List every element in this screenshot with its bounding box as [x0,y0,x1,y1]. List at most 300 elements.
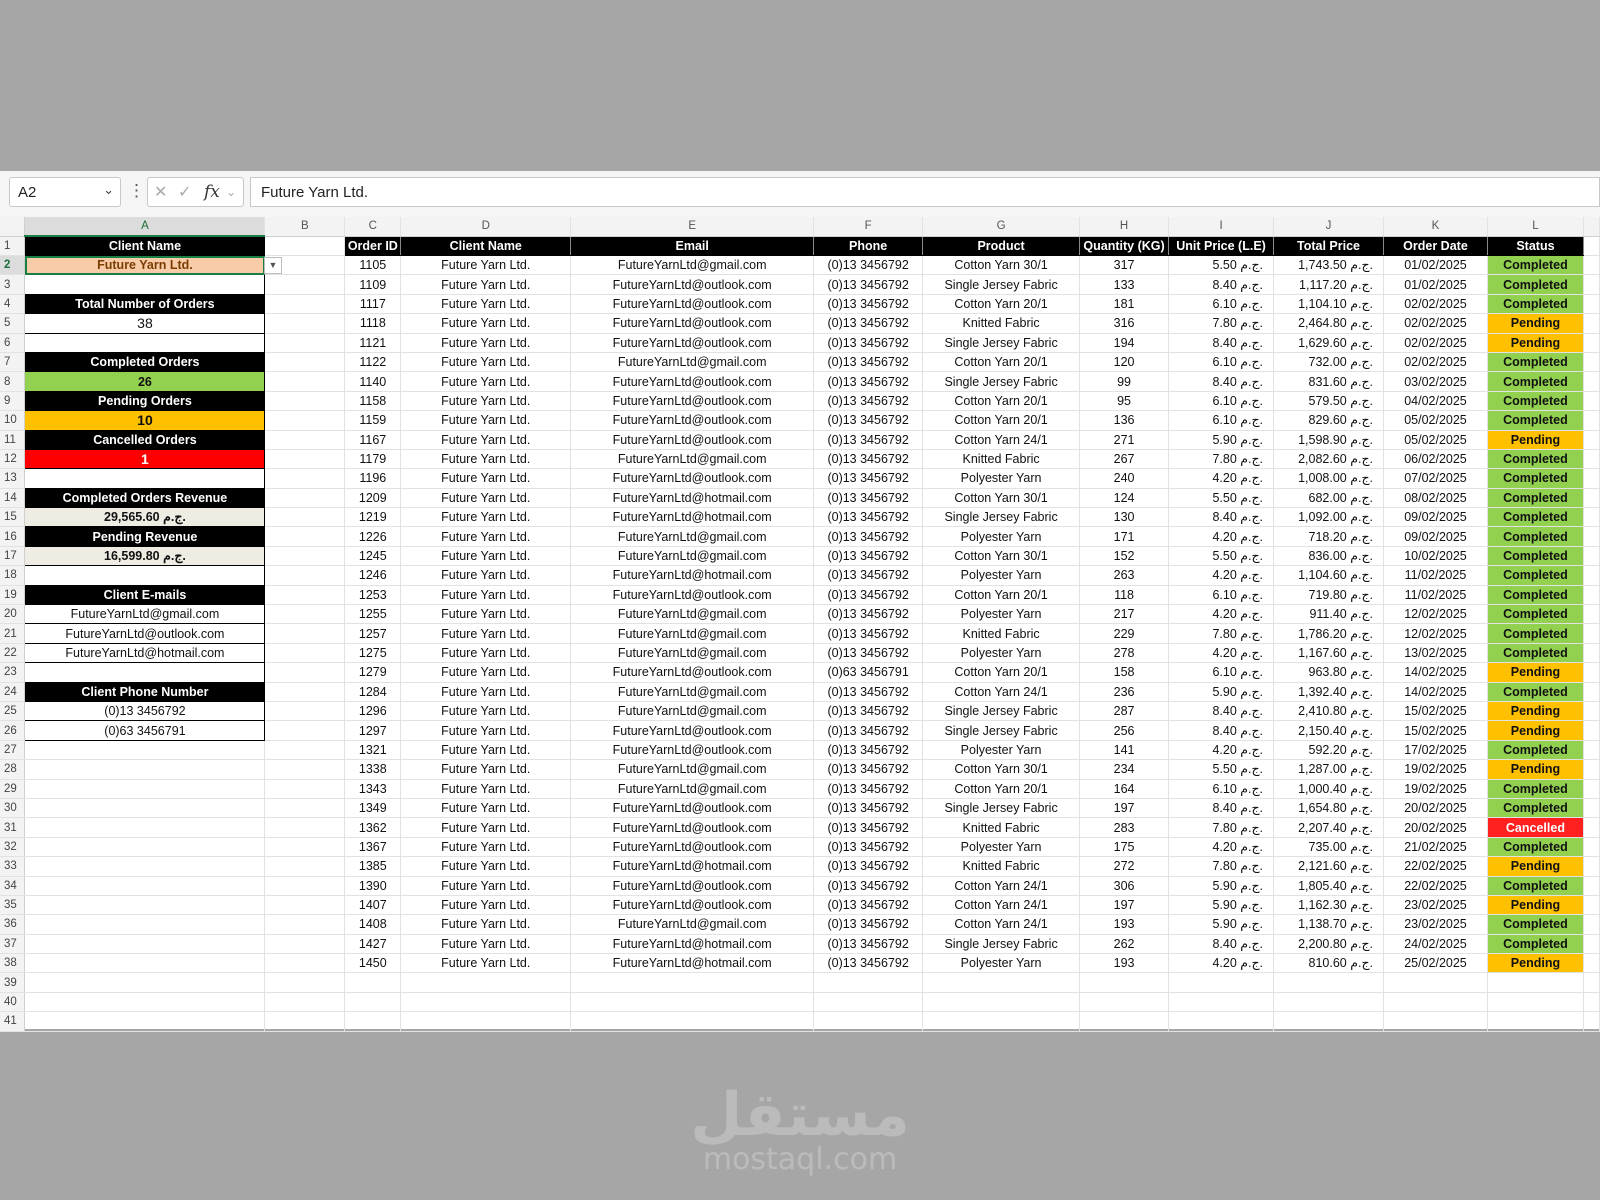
cell-order-date[interactable]: 01/02/2025 [1384,256,1488,275]
row-header[interactable]: 11 [0,430,25,449]
row-header[interactable]: 2 [0,256,25,275]
cell-order-date[interactable]: 12/02/2025 [1384,605,1488,624]
cell-quantity[interactable]: 171 [1080,527,1169,546]
cell-total-price[interactable]: 2,207.40 ج.م. [1274,818,1384,837]
cell-unit-price[interactable]: 5.90 ج.م. [1169,895,1274,914]
cell[interactable] [25,818,265,837]
cell-phone[interactable]: (0)13 3456792 [814,934,923,953]
cell[interactable] [265,469,345,488]
row-header[interactable]: 4 [0,294,25,313]
cell-order-id[interactable]: 1159 [345,411,401,430]
cell-total-price[interactable]: 1,162.30 ج.م. [1274,895,1384,914]
cell-order-date[interactable]: 23/02/2025 [1384,915,1488,934]
cell-phone[interactable]: (0)13 3456792 [814,915,923,934]
cell-phone[interactable]: (0)13 3456792 [814,740,923,759]
cell-order-date[interactable]: 22/02/2025 [1384,876,1488,895]
cell-client-name[interactable]: Future Yarn Ltd. [401,798,571,817]
cell-total-price[interactable]: 682.00 ج.م. [1274,488,1384,507]
cell[interactable] [265,449,345,468]
cell-unit-price[interactable]: 4.20 ج.م. [1169,469,1274,488]
cell[interactable] [1583,391,1599,410]
cell-unit-price[interactable]: 8.40 ج.م. [1169,934,1274,953]
cell[interactable] [1583,314,1599,333]
cell-product[interactable]: Cotton Yarn 20/1 [923,411,1080,430]
column-header-b[interactable]: B [265,217,345,236]
cell-email[interactable]: FutureYarnLtd@outlook.com [571,798,814,817]
cell[interactable] [1583,876,1599,895]
cell-client-name[interactable]: Future Yarn Ltd. [401,954,571,973]
cell[interactable] [265,333,345,352]
cell-quantity[interactable]: 141 [1080,740,1169,759]
cell-product[interactable]: Single Jersey Fabric [923,701,1080,720]
cell-unit-price[interactable]: 7.80 ج.م. [1169,449,1274,468]
cell-total-price[interactable]: 719.80 ج.م. [1274,585,1384,604]
status-badge[interactable]: Completed [1487,275,1583,294]
cell-unit-price[interactable]: 4.20 ج.م. [1169,954,1274,973]
cell[interactable] [265,508,345,527]
cell-email[interactable]: FutureYarnLtd@outlook.com [571,275,814,294]
row-header[interactable]: 32 [0,837,25,856]
cell[interactable] [1080,1012,1169,1031]
cell-order-date[interactable]: 10/02/2025 [1384,546,1488,565]
cell[interactable] [265,527,345,546]
cell-email[interactable]: FutureYarnLtd@gmail.com [571,527,814,546]
cell[interactable] [265,779,345,798]
cell-order-id[interactable]: 1105 [345,256,401,275]
status-badge[interactable]: Completed [1487,527,1583,546]
status-badge[interactable]: Completed [1487,352,1583,371]
cell-unit-price[interactable]: 5.90 ج.م. [1169,430,1274,449]
cell-phone[interactable]: (0)13 3456792 [814,798,923,817]
cell-total-price[interactable]: 1,392.40 ج.م. [1274,682,1384,701]
cell-quantity[interactable]: 193 [1080,915,1169,934]
cell-unit-price[interactable]: 6.10 ج.م. [1169,411,1274,430]
cell-quantity[interactable]: 240 [1080,469,1169,488]
status-badge[interactable]: Completed [1487,682,1583,701]
cell-quantity[interactable]: 217 [1080,605,1169,624]
cell-total-price[interactable]: 1,598.90 ج.م. [1274,430,1384,449]
row-header[interactable]: 10 [0,411,25,430]
row-header[interactable]: 6 [0,333,25,352]
cell-order-date[interactable]: 25/02/2025 [1384,954,1488,973]
cell-order-date[interactable]: 02/02/2025 [1384,352,1488,371]
cell-total-price[interactable]: 1,743.50 ج.م. [1274,256,1384,275]
cell-quantity[interactable]: 99 [1080,372,1169,391]
cell[interactable] [1487,992,1583,1011]
cell-total-price[interactable]: 963.80 ج.م. [1274,663,1384,682]
cell-phone[interactable]: (0)13 3456792 [814,508,923,527]
cell-client-name[interactable]: Future Yarn Ltd. [401,876,571,895]
cell[interactable] [1583,411,1599,430]
cell-email[interactable]: FutureYarnLtd@hotmail.com [571,954,814,973]
cell-order-date[interactable]: 09/02/2025 [1384,508,1488,527]
status-badge[interactable]: Completed [1487,585,1583,604]
cell-client-name[interactable]: Future Yarn Ltd. [401,701,571,720]
status-badge[interactable]: Pending [1487,663,1583,682]
cell[interactable] [1583,818,1599,837]
cell-quantity[interactable]: 278 [1080,643,1169,662]
cell[interactable] [1583,992,1599,1011]
cell-unit-price[interactable]: 8.40 ج.م. [1169,333,1274,352]
cell-order-id[interactable]: 1275 [345,643,401,662]
cell-quantity[interactable]: 193 [1080,954,1169,973]
cell[interactable] [1080,973,1169,992]
cell-total-price[interactable]: 1,786.20 ج.م. [1274,624,1384,643]
cell-phone[interactable]: (0)13 3456792 [814,624,923,643]
status-badge[interactable]: Completed [1487,798,1583,817]
cell-unit-price[interactable]: 7.80 ج.م. [1169,314,1274,333]
cell-order-id[interactable]: 1450 [345,954,401,973]
cell-phone[interactable]: (0)13 3456792 [814,721,923,740]
status-badge[interactable]: Pending [1487,314,1583,333]
cell-quantity[interactable]: 158 [1080,663,1169,682]
status-badge[interactable]: Completed [1487,643,1583,662]
cell-email[interactable]: FutureYarnLtd@gmail.com [571,256,814,275]
formula-input[interactable]: Future Yarn Ltd. [250,177,1600,207]
cell-order-id[interactable]: 1257 [345,624,401,643]
cell-client-name[interactable]: Future Yarn Ltd. [401,682,571,701]
cell-phone[interactable]: (0)13 3456792 [814,837,923,856]
cell-quantity[interactable]: 316 [1080,314,1169,333]
status-badge[interactable]: Completed [1487,624,1583,643]
cell-order-id[interactable]: 1407 [345,895,401,914]
cell-order-date[interactable]: 06/02/2025 [1384,449,1488,468]
cell[interactable] [265,294,345,313]
cell-order-date[interactable]: 22/02/2025 [1384,857,1488,876]
cell-quantity[interactable]: 236 [1080,682,1169,701]
cell[interactable] [25,798,265,817]
select-all-corner[interactable] [0,217,25,236]
cell[interactable] [1583,779,1599,798]
cell-total-price[interactable]: 1,104.60 ج.م. [1274,566,1384,585]
cell-product[interactable]: Single Jersey Fabric [923,508,1080,527]
cell-order-date[interactable]: 08/02/2025 [1384,488,1488,507]
cell-order-id[interactable]: 1158 [345,391,401,410]
cell-total-price[interactable]: 1,654.80 ج.م. [1274,798,1384,817]
cell-order-date[interactable]: 02/02/2025 [1384,333,1488,352]
cell-client-name[interactable]: Future Yarn Ltd. [401,469,571,488]
cell[interactable] [1583,701,1599,720]
cell-phone[interactable]: (0)13 3456792 [814,954,923,973]
cell-email[interactable]: FutureYarnLtd@gmail.com [571,643,814,662]
cell-order-id[interactable]: 1390 [345,876,401,895]
cell-phone[interactable]: (0)13 3456792 [814,488,923,507]
column-header-f[interactable]: F [814,217,923,236]
cell[interactable] [1384,1012,1488,1031]
cell[interactable] [345,992,401,1011]
cell[interactable] [265,605,345,624]
cell-order-id[interactable]: 1338 [345,760,401,779]
cell-client-name[interactable]: Future Yarn Ltd. [401,294,571,313]
cell-order-id[interactable]: 1219 [345,508,401,527]
cell[interactable] [1583,566,1599,585]
cell-total-price[interactable]: 592.20 ج.م. [1274,740,1384,759]
cell-total-price[interactable]: 1,287.00 ج.م. [1274,760,1384,779]
cell[interactable] [1583,915,1599,934]
cell-unit-price[interactable]: 8.40 ج.م. [1169,701,1274,720]
cell[interactable] [1169,1012,1274,1031]
cell-unit-price[interactable]: 7.80 ج.م. [1169,624,1274,643]
cell-unit-price[interactable]: 6.10 ج.م. [1169,585,1274,604]
cell[interactable] [265,954,345,973]
cell-unit-price[interactable]: 5.90 ج.م. [1169,682,1274,701]
cell[interactable] [265,992,345,1011]
cell[interactable] [1583,352,1599,371]
row-header[interactable]: 17 [0,546,25,565]
row-header[interactable]: 37 [0,934,25,953]
cell-quantity[interactable]: 256 [1080,721,1169,740]
cell-quantity[interactable]: 271 [1080,430,1169,449]
cell-order-id[interactable]: 1226 [345,527,401,546]
status-badge[interactable]: Completed [1487,915,1583,934]
cell-product[interactable]: Cotton Yarn 30/1 [923,760,1080,779]
cell-order-id[interactable]: 1367 [345,837,401,856]
row-header[interactable]: 21 [0,624,25,643]
cell-client-name[interactable]: Future Yarn Ltd. [401,837,571,856]
cell-quantity[interactable]: 164 [1080,779,1169,798]
cell-quantity[interactable]: 120 [1080,352,1169,371]
cell-unit-price[interactable]: 5.50 ج.م. [1169,760,1274,779]
cell[interactable] [265,760,345,779]
cell-unit-price[interactable]: 8.40 ج.م. [1169,798,1274,817]
cell-email[interactable]: FutureYarnLtd@outlook.com [571,372,814,391]
cell-order-id[interactable]: 1343 [345,779,401,798]
column-header-d[interactable]: D [401,217,571,236]
cell[interactable] [265,624,345,643]
cell-client-name[interactable]: Future Yarn Ltd. [401,895,571,914]
cell-order-date[interactable]: 23/02/2025 [1384,895,1488,914]
cell[interactable] [1384,992,1488,1011]
cell-order-id[interactable]: 1109 [345,275,401,294]
cell-order-date[interactable]: 15/02/2025 [1384,701,1488,720]
cell-phone[interactable]: (0)13 3456792 [814,449,923,468]
cell[interactable] [1583,740,1599,759]
column-header-m[interactable] [1583,217,1599,236]
row-header[interactable]: 18 [0,566,25,585]
cell-order-id[interactable]: 1284 [345,682,401,701]
cell-order-id[interactable]: 1122 [345,352,401,371]
cell-total-price[interactable]: 1,117.20 ج.م. [1274,275,1384,294]
cell[interactable] [923,973,1080,992]
cell[interactable] [265,352,345,371]
cell-phone[interactable]: (0)13 3456792 [814,779,923,798]
cell-product[interactable]: Cotton Yarn 30/1 [923,256,1080,275]
cell-unit-price[interactable]: 5.90 ج.م. [1169,876,1274,895]
cell-unit-price[interactable]: 5.50 ج.م. [1169,488,1274,507]
row-header[interactable]: 12 [0,449,25,468]
cell-unit-price[interactable]: 6.10 ج.م. [1169,294,1274,313]
cell-client-name[interactable]: Future Yarn Ltd. [401,818,571,837]
cell-phone[interactable]: (0)13 3456792 [814,314,923,333]
cell-phone[interactable]: (0)13 3456792 [814,294,923,313]
cell-client-name[interactable]: Future Yarn Ltd. [401,333,571,352]
cell-email[interactable]: FutureYarnLtd@hotmail.com [571,934,814,953]
cell[interactable] [265,585,345,604]
cell[interactable] [1583,527,1599,546]
cell[interactable] [1583,449,1599,468]
cell-phone[interactable]: (0)13 3456792 [814,818,923,837]
cell-product[interactable]: Polyester Yarn [923,837,1080,856]
cell[interactable] [265,391,345,410]
status-badge[interactable]: Completed [1487,605,1583,624]
cell-client-name[interactable]: Future Yarn Ltd. [401,779,571,798]
cell[interactable] [265,430,345,449]
cell-email[interactable]: FutureYarnLtd@hotmail.com [571,566,814,585]
status-badge[interactable]: Completed [1487,449,1583,468]
row-header[interactable]: 31 [0,818,25,837]
cell-client-name[interactable]: Future Yarn Ltd. [401,411,571,430]
cell-quantity[interactable]: 267 [1080,449,1169,468]
cell-email[interactable]: FutureYarnLtd@gmail.com [571,682,814,701]
cell-product[interactable]: Polyester Yarn [923,566,1080,585]
cell-order-date[interactable]: 20/02/2025 [1384,798,1488,817]
status-badge[interactable]: Completed [1487,740,1583,759]
row-header[interactable]: 16 [0,527,25,546]
cell[interactable] [1583,585,1599,604]
cell[interactable] [923,1012,1080,1031]
cell[interactable] [265,411,345,430]
cell-order-date[interactable]: 13/02/2025 [1384,643,1488,662]
status-badge[interactable]: Completed [1487,546,1583,565]
cell[interactable] [265,275,345,294]
cell-phone[interactable]: (0)13 3456792 [814,275,923,294]
cell-total-price[interactable]: 810.60 ج.م. [1274,954,1384,973]
cell-phone[interactable]: (0)63 3456791 [814,663,923,682]
cell[interactable] [1583,895,1599,914]
cell-total-price[interactable]: 836.00 ج.م. [1274,546,1384,565]
cell[interactable] [1583,236,1599,256]
cell-order-id[interactable]: 1297 [345,721,401,740]
row-header[interactable]: 23 [0,663,25,682]
column-header-g[interactable]: G [923,217,1080,236]
cell-order-id[interactable]: 1349 [345,798,401,817]
cell[interactable] [1583,1012,1599,1031]
cell-unit-price[interactable]: 8.40 ج.م. [1169,372,1274,391]
row-header[interactable]: 5 [0,314,25,333]
cell-unit-price[interactable]: 5.50 ج.م. [1169,546,1274,565]
cell-phone[interactable]: (0)13 3456792 [814,605,923,624]
cell-unit-price[interactable]: 5.50 ج.م. [1169,256,1274,275]
cell-order-id[interactable]: 1362 [345,818,401,837]
status-badge[interactable]: Pending [1487,895,1583,914]
cell[interactable] [265,857,345,876]
cell-unit-price[interactable]: 6.10 ج.م. [1169,391,1274,410]
cell[interactable] [265,818,345,837]
cell-order-id[interactable]: 1246 [345,566,401,585]
column-header-c[interactable]: C [345,217,401,236]
cell-client-name[interactable]: Future Yarn Ltd. [401,508,571,527]
row-header[interactable]: 34 [0,876,25,895]
cell[interactable] [1274,992,1384,1011]
status-badge[interactable]: Completed [1487,779,1583,798]
cell-unit-price[interactable]: 8.40 ج.م. [1169,721,1274,740]
cell-order-id[interactable]: 1408 [345,915,401,934]
cell-quantity[interactable]: 283 [1080,818,1169,837]
row-header[interactable]: 27 [0,740,25,759]
cell-product[interactable]: Cotton Yarn 24/1 [923,895,1080,914]
row-header[interactable]: 41 [0,1012,25,1031]
cell[interactable] [25,915,265,934]
cell-email[interactable]: FutureYarnLtd@hotmail.com [571,508,814,527]
cell-total-price[interactable]: 1,104.10 ج.م. [1274,294,1384,313]
cell[interactable] [1583,546,1599,565]
cell[interactable] [1384,973,1488,992]
cell-unit-price[interactable]: 4.20 ج.م. [1169,837,1274,856]
cell[interactable] [1583,430,1599,449]
row-header[interactable]: 40 [0,992,25,1011]
status-badge[interactable]: Completed [1487,508,1583,527]
cell[interactable] [25,895,265,914]
cell[interactable] [1583,294,1599,313]
cell-quantity[interactable]: 197 [1080,798,1169,817]
cell[interactable] [1583,372,1599,391]
cell-email[interactable]: FutureYarnLtd@outlook.com [571,663,814,682]
cell[interactable] [1583,973,1599,992]
cell-product[interactable]: Knitted Fabric [923,857,1080,876]
cell-client-name[interactable]: Future Yarn Ltd. [401,605,571,624]
cell-order-date[interactable]: 01/02/2025 [1384,275,1488,294]
cell-email[interactable]: FutureYarnLtd@gmail.com [571,701,814,720]
cell-client-name[interactable]: Future Yarn Ltd. [401,275,571,294]
cell-quantity[interactable]: 287 [1080,701,1169,720]
cell[interactable] [1583,605,1599,624]
cell-order-date[interactable]: 20/02/2025 [1384,818,1488,837]
cell-client-name[interactable]: Future Yarn Ltd. [401,449,571,468]
cell-phone[interactable]: (0)13 3456792 [814,566,923,585]
cell-product[interactable]: Cotton Yarn 20/1 [923,294,1080,313]
cell-phone[interactable]: (0)13 3456792 [814,527,923,546]
row-header[interactable]: 15 [0,508,25,527]
cell[interactable] [1583,798,1599,817]
cell[interactable] [1583,488,1599,507]
row-header[interactable]: 24 [0,682,25,701]
cell-client-name[interactable]: Future Yarn Ltd. [401,721,571,740]
cell-quantity[interactable]: 133 [1080,275,1169,294]
cell-product[interactable]: Cotton Yarn 20/1 [923,663,1080,682]
cell-order-date[interactable]: 14/02/2025 [1384,663,1488,682]
cell[interactable] [1583,643,1599,662]
cell[interactable] [265,236,345,256]
cell-unit-price[interactable]: 4.20 ج.م. [1169,527,1274,546]
cell[interactable] [265,701,345,720]
cell-total-price[interactable]: 732.00 ج.م. [1274,352,1384,371]
cell[interactable] [265,915,345,934]
cell-email[interactable]: FutureYarnLtd@outlook.com [571,391,814,410]
status-badge[interactable]: Pending [1487,333,1583,352]
row-header[interactable]: 8 [0,372,25,391]
cell[interactable] [265,721,345,740]
column-header-i[interactable]: I [1169,217,1274,236]
cell-total-price[interactable]: 829.60 ج.م. [1274,411,1384,430]
cell[interactable] [25,740,265,759]
cell-product[interactable]: Knitted Fabric [923,624,1080,643]
cell-email[interactable]: FutureYarnLtd@outlook.com [571,294,814,313]
cell[interactable] [265,643,345,662]
cell-order-date[interactable]: 14/02/2025 [1384,682,1488,701]
status-badge[interactable]: Pending [1487,721,1583,740]
cell-unit-price[interactable]: 7.80 ج.م. [1169,857,1274,876]
status-badge[interactable]: Completed [1487,566,1583,585]
cell-order-id[interactable]: 1253 [345,585,401,604]
cell-quantity[interactable]: 124 [1080,488,1169,507]
cell-email[interactable]: FutureYarnLtd@hotmail.com [571,857,814,876]
cell-order-date[interactable]: 09/02/2025 [1384,527,1488,546]
cell-email[interactable]: FutureYarnLtd@outlook.com [571,585,814,604]
cell-quantity[interactable]: 175 [1080,837,1169,856]
row-header[interactable]: 1 [0,236,25,256]
cell-total-price[interactable]: 1,805.40 ج.م. [1274,876,1384,895]
cell-unit-price[interactable]: 7.80 ج.م. [1169,818,1274,837]
